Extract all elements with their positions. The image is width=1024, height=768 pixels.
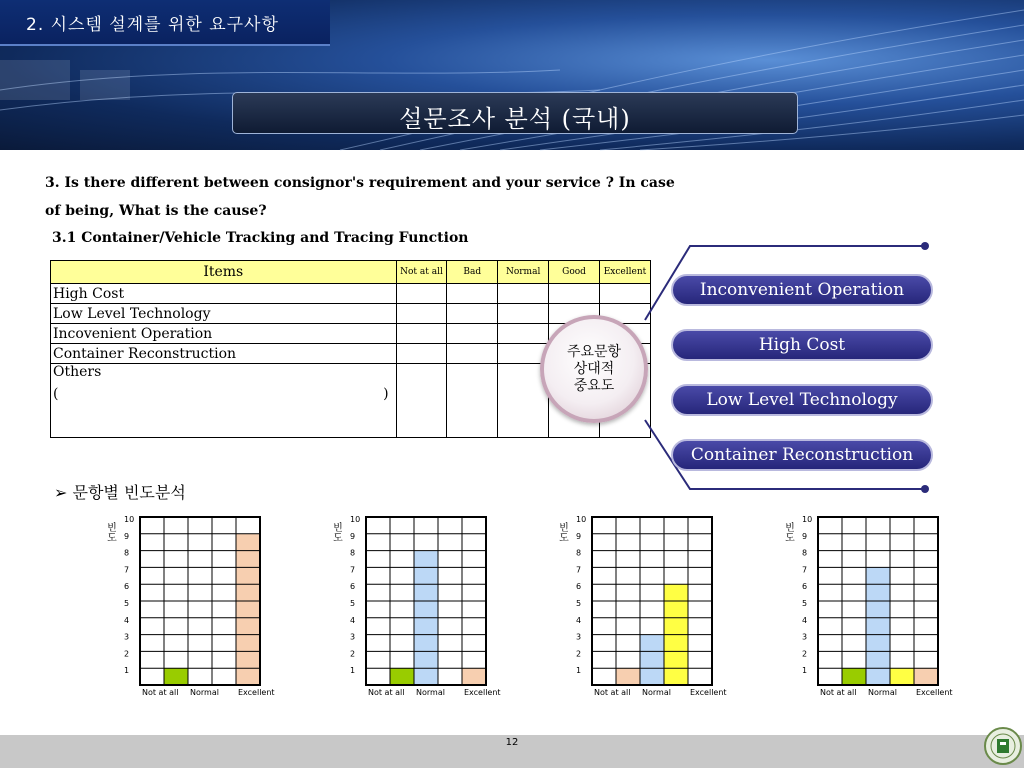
y-tick-label: 2 [350,649,356,659]
y-tick-label: 3 [576,632,582,642]
bar [164,668,188,685]
bar [390,668,414,685]
row-label: Low Level Technology [51,304,397,324]
main-title: 설문조사 분석 (국내) [399,105,631,133]
y-tick-label: 4 [576,615,582,625]
y-tick-label: 10 [802,515,813,524]
y-tick-label: 4 [802,615,808,625]
rating-header: Normal [498,261,549,284]
bar [866,567,890,685]
y-tick-label: 4 [124,615,130,625]
x-tick-label: Excellent [690,688,727,697]
y-tick-label: 10 [350,515,361,524]
others-open-paren: ( [53,386,59,402]
y-tick-label: 5 [576,599,582,608]
connector-dot [921,485,929,493]
rating-header: Excellent [599,261,650,284]
x-tick-label: Excellent [464,688,501,697]
x-tick-label: Normal [416,688,445,697]
x-tick-label: Normal [868,688,897,697]
y-tick-label: 3 [350,632,356,642]
question-subheading: 3.1 Container/Vehicle Tracking and Tracing Function [52,230,469,246]
y-tick-label: 7 [802,565,808,575]
page-number: 12 [505,737,519,748]
footer-bar [0,735,1024,768]
y-tick-label: 5 [350,599,356,608]
bar [462,668,486,685]
y-tick-label: 10 [124,515,135,524]
frequency-chart-1 [100,512,275,712]
y-tick-label: 9 [576,531,582,541]
frequency-chart-4 [778,512,953,712]
rating-header: Good [549,261,600,284]
frequency-chart-3 [552,512,727,712]
x-tick-label: Not at all [820,688,857,697]
y-tick-label: 9 [350,531,356,541]
y-tick-label: 8 [124,548,130,558]
y-tick-label: 6 [576,582,582,592]
y-tick-label: 8 [802,548,808,558]
priority-item-1: Inconvenient Operation [671,274,933,306]
importance-label: 주요문항 상대적 중요도 [566,343,622,394]
row-label: High Cost [51,284,397,304]
x-tick-label: Excellent [238,688,275,697]
section-title: 2. 시스템 설계를 위한 요구사항 [26,15,279,35]
connector-dot [921,242,929,250]
x-tick-label: Normal [642,688,671,697]
frequency-chart-2 [326,512,501,712]
y-tick-label: 2 [124,649,130,659]
question-line-2: of being, What is the cause? [45,203,267,219]
row-label: Incovenient Operation [51,324,397,344]
y-axis-label: 빈도 [556,522,568,542]
y-tick-label: 10 [576,515,587,524]
y-tick-label: 6 [124,582,130,592]
x-tick-label: Excellent [916,688,953,697]
priority-item-2: High Cost [671,329,933,361]
y-tick-label: 3 [124,632,130,642]
bar [914,668,938,685]
items-header: Items [51,261,397,284]
y-tick-label: 5 [124,599,130,608]
y-tick-label: 9 [124,531,130,541]
y-tick-label: 7 [350,565,356,575]
importance-circle [540,315,648,423]
bar [890,668,914,685]
frequency-heading: ➢ 문항별 빈도분석 [54,483,186,502]
rating-header: Bad [447,261,498,284]
y-tick-label: 6 [350,582,356,592]
y-tick-label: 6 [802,582,808,592]
y-tick-label: 8 [576,548,582,558]
bar [236,534,260,685]
y-tick-label: 1 [350,666,356,676]
university-logo-icon [983,726,1023,766]
y-axis-label: 빈도 [104,522,116,542]
others-close-paren: ) [383,386,389,402]
x-tick-label: Normal [190,688,219,697]
y-tick-label: 7 [124,565,130,575]
priority-item-4: Container Reconstruction [671,439,933,471]
y-axis-label: 빈도 [330,522,342,542]
y-tick-label: 1 [124,666,130,676]
y-tick-label: 5 [802,599,808,608]
y-axis-label: 빈도 [782,522,794,542]
y-tick-label: 3 [802,632,808,642]
y-tick-label: 8 [350,548,356,558]
bar [616,668,640,685]
others-label: Others [53,364,102,380]
y-tick-label: 1 [802,666,808,676]
x-tick-label: Not at all [142,688,179,697]
bar [842,668,866,685]
y-tick-label: 2 [802,649,808,659]
question-line-1: 3. Is there different between consignor's requirement and your service ? In case [45,175,675,191]
x-tick-label: Not at all [594,688,631,697]
y-tick-label: 2 [576,649,582,659]
row-label: Container Reconstruction [51,344,397,364]
bar [640,635,664,685]
y-tick-label: 1 [576,666,582,676]
y-tick-label: 4 [350,615,356,625]
x-tick-label: Not at all [368,688,405,697]
priority-item-3: Low Level Technology [671,384,933,416]
rating-header: Not at all [396,261,447,284]
y-tick-label: 9 [802,531,808,541]
y-tick-label: 7 [576,565,582,575]
